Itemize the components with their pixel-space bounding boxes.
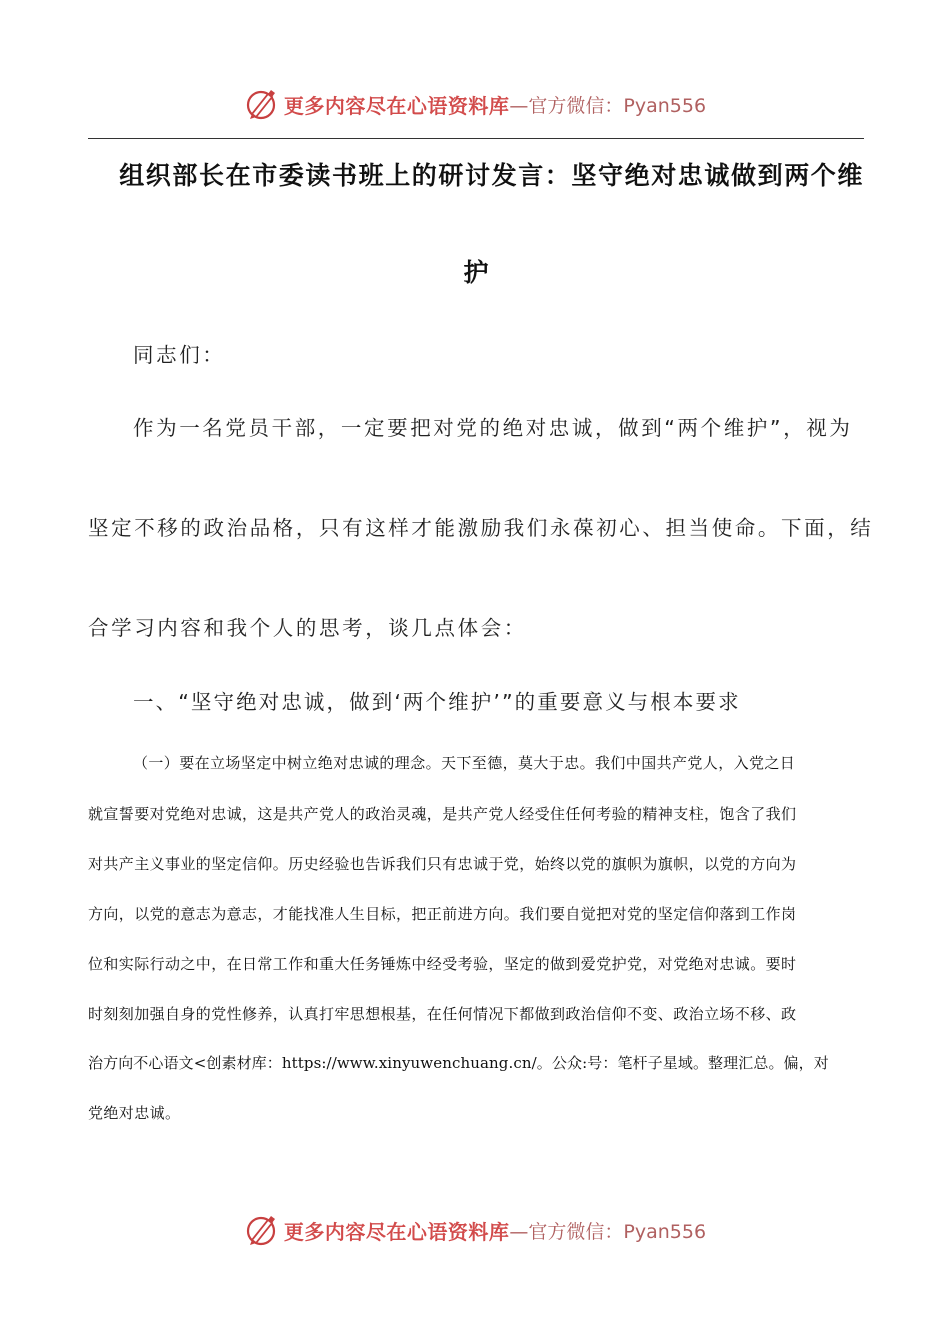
- paragraph-line: 时刻刻加强自身的党性修养，认真打牢思想根基，在任何情况下都做到政治信仰不变、政治立场不移、政: [88, 1005, 797, 1023]
- intro-line-2: 坚定不移的政治品格，只有这样才能激励我们永葆初心、担当使命。下面，结: [88, 516, 874, 540]
- document-title-line1: 组织部长在市委读书班上的研讨发言：坚守绝对忠诚做到两个维: [119, 161, 864, 190]
- section-heading-1: 一、“坚守绝对忠诚，做到‘两个维护’”的重要意义与根本要求: [133, 690, 741, 714]
- paragraph-line: 位和实际行动之中，在日常工作和重大任务锤炼中经受考验，坚定的做到爱党护党，对党绝对忠诚。要时: [88, 955, 797, 973]
- footer-site-text: 更多内容尽在心语资料库: [283, 1219, 510, 1244]
- greeting: 同志们：: [133, 343, 226, 367]
- paragraph-line: 就宣誓要对党绝对忠诚，这是共产党人的政治灵魂，是共产党人经受住任何考验的精神支柱，饱含了我们: [88, 805, 797, 823]
- banner-site-text: 更多内容尽在心语资料库: [283, 93, 510, 118]
- paragraph-line: 对共产主义事业的坚定信仰。历史经验也告诉我们只有忠诚于党，始终以党的旗帜为旗帜，以党的方向为: [88, 855, 797, 873]
- paragraph-line: 治方向不心语文<创素材库：https://www.xinyuwenchuang.cn/。公众:号：笔杆子星域。整理汇总。偏，对: [88, 1054, 829, 1072]
- paragraph-line: （一）要在立场坚定中树立绝对忠诚的理念。天下至德，莫大于忠。我们中国共产党人，入党之日: [133, 754, 796, 772]
- pen-circle-logo-icon: [244, 86, 280, 122]
- footer-wechat-text: —官方微信：Pyan556: [509, 1220, 707, 1243]
- header-banner: [0, 84, 950, 124]
- pen-circle-logo-icon: [244, 1212, 280, 1248]
- document-title-line2: 护: [463, 258, 489, 287]
- header-divider: [88, 138, 864, 139]
- banner-wechat-text: —官方微信：Pyan556: [509, 94, 707, 117]
- paragraph-line: 方向，以党的意志为意志，才能找准人生目标，把正前进方向。我们要自觉把对党的坚定信仰落到工作岗: [88, 905, 797, 923]
- intro-line-1: 作为一名党员干部，一定要把对党的绝对忠诚，做到“两个维护”，视为: [133, 416, 853, 440]
- paragraph-line: 党绝对忠诚。: [88, 1104, 181, 1122]
- footer-banner: [0, 1210, 950, 1250]
- intro-line-3: 合学习内容和我个人的思考，谈几点体会：: [88, 616, 527, 640]
